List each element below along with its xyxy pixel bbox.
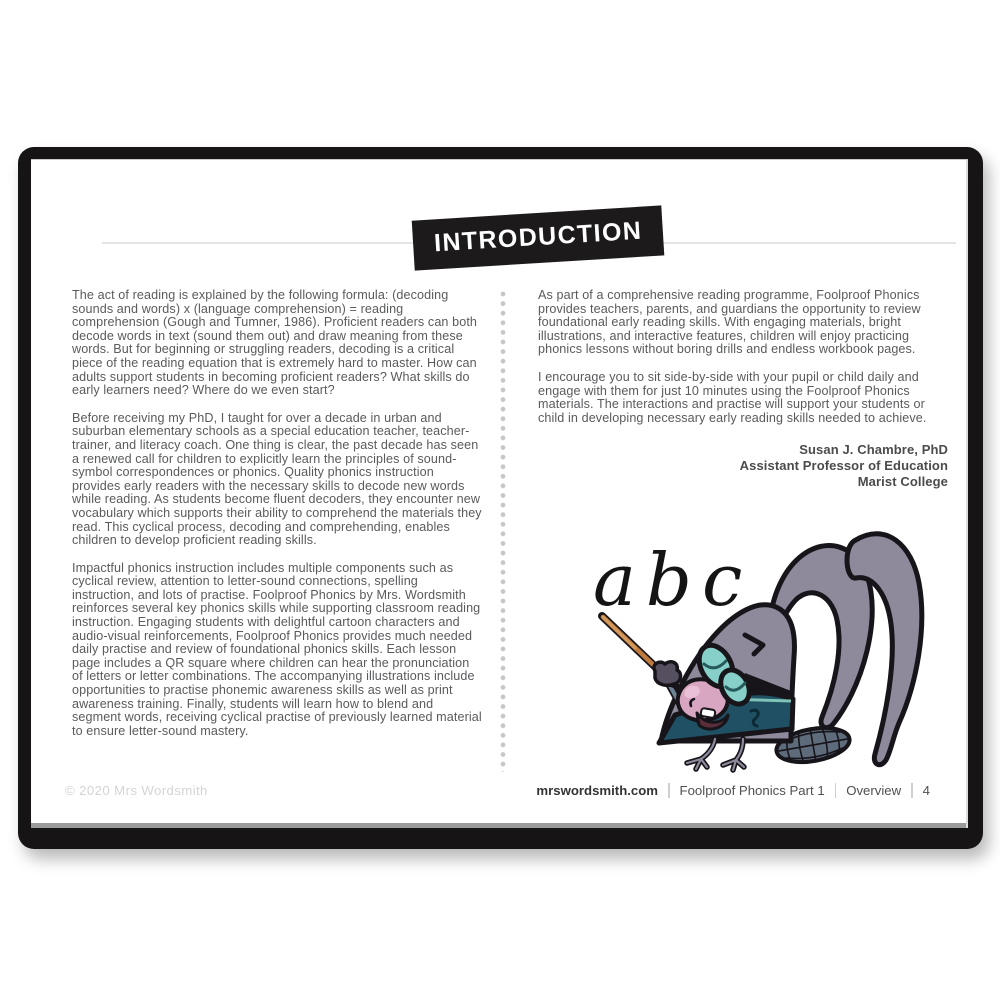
page-title: INTRODUCTION <box>433 216 644 258</box>
signature-block <box>538 442 948 490</box>
footer-divider <box>911 783 913 798</box>
character-feet <box>687 739 744 770</box>
page <box>31 159 968 828</box>
left-column <box>72 289 482 752</box>
handwriting-abc: abc <box>593 538 753 622</box>
signature-institution: Marist College <box>857 474 948 490</box>
signature-title: Assistant Professor of Education <box>739 458 948 474</box>
footer-divider <box>668 783 670 798</box>
signature-name: Susan J. Chambre, PhD <box>799 442 948 458</box>
footer-meta <box>536 783 930 798</box>
intro-banner <box>412 205 665 270</box>
character-illustration <box>555 515 935 777</box>
copyright-text: © 2020 Mrs Wordsmith <box>65 782 208 798</box>
page-footer <box>65 779 930 801</box>
page-number: 4 <box>922 782 930 798</box>
paragraph: The act of reading is explained by the following formula: (decoding sounds and words) x (language comprehension) = reading comprehension (Gough and Tumner, 1986). Proficient readers can both decode words in text (sound them out) and draw meaning from these words. But for beginning or struggling readers, decoding is a critical piece of the reading equation that is extremely hard to master. How can adults support students in becoming proficient readers? What skills do early learners need? Where do we even start? <box>72 288 478 398</box>
column-divider <box>500 290 506 772</box>
footer-divider <box>835 783 837 798</box>
website-text: mrswordsmith.com <box>536 782 659 798</box>
paragraph: I encourage you to sit side-by-side with your pupil or child daily and engage with them for just 10 minutes using the Foolproof Phonics materials. The interactions and practise will support your students or child in developing necessary early reading skills needed to achieve. <box>538 369 927 425</box>
right-column <box>538 289 948 490</box>
book-title-text: Foolproof Phonics Part 1 <box>679 782 825 798</box>
book-cover-frame <box>18 147 983 849</box>
character-hand <box>654 662 681 686</box>
paragraph: Impactful phonics instruction includes multiple components such as cyclical review, attention to letter-sound connections, spelling instruction, and lots of practise. Foolproof Phonics by Mrs. Wordsmith reinforces several key phonics skills while supporting classroom reading instruction. Engaging students with delightful cartoon characters and audio-visual reinforcements, Foolproof Phonics provides much needed daily practise and review of foundational phonics skills. Each lesson page includes a QR square where children can hear the pronunciation of letters or letter combinations. The accompanying illustrations include opportunities to practise phonemic awareness skills as well as print awareness training. Finally, students will learn how to blend and segment words, receiving cyclical practise of previously learned material to ensure letter-sound mastery. <box>72 560 482 738</box>
section-text: Overview <box>846 782 902 798</box>
paragraph: As part of a comprehensive reading programme, Foolproof Phonics provides teachers, parents, and guardians the opportunity to review foundational early reading skills. With engaging materials, bright illustrations, and interactive features, children will enjoy practicing phonics lessons without boring drills and endless workbook pages. <box>538 288 921 357</box>
paragraph: Before receiving my PhD, I taught for over a decade in urban and suburban elementary schools as a special education teacher, teacher-trainer, and literacy coach. One thing is clear, the past decade has seen a renewed call for children to explicitly learn the principles of sound-symbol correspondences or phonics. Quality phonics instruction provides early readers with the necessary skills to decode new words while reading. As students become fluent decoders, they encounter new vocabulary which supports their ability to comprehend the materials they read. This cyclical process, decoding and comprehending, enables children to develop proficient reading skills. <box>72 410 482 548</box>
